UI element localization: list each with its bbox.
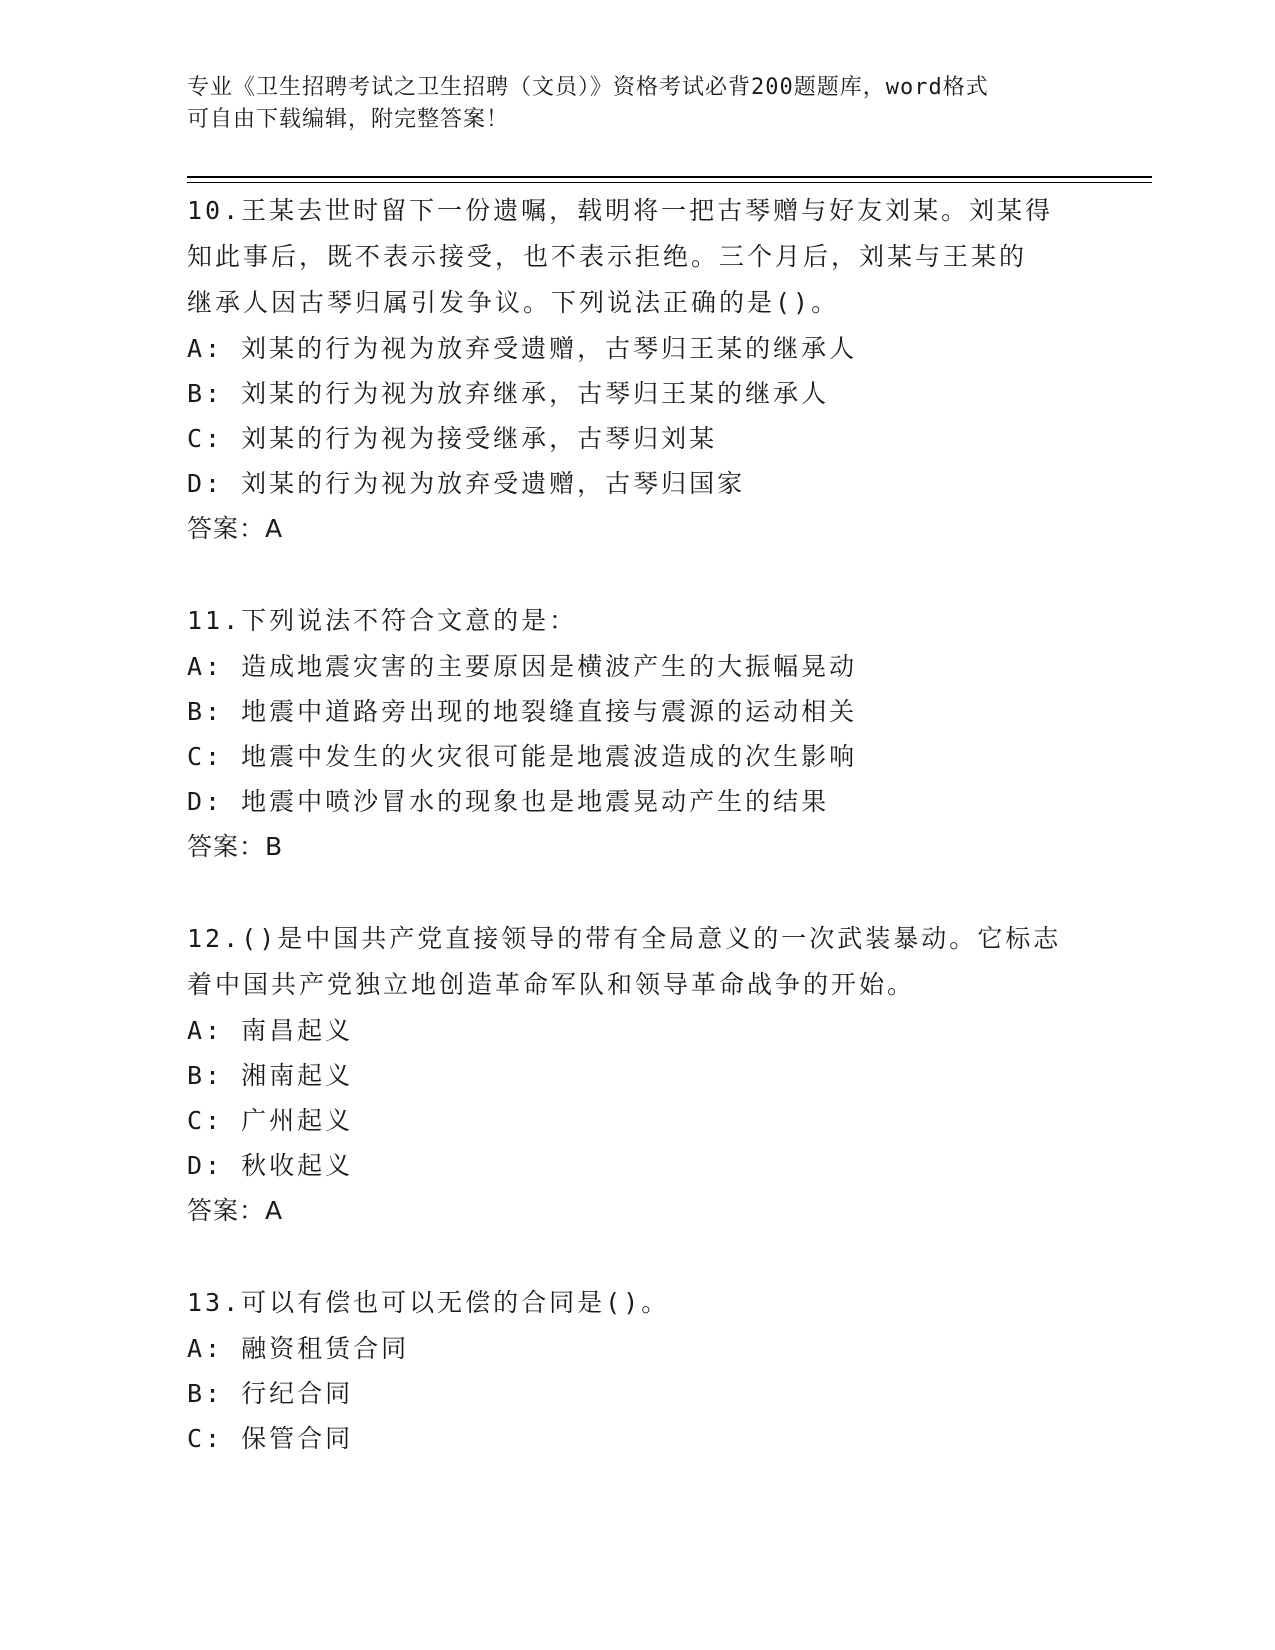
question-11	[187, 598, 1087, 870]
option-a: A: 南昌起义	[187, 1016, 354, 1045]
option-a: A: 融资租赁合同	[187, 1334, 410, 1363]
question-stem-line: 13.可以有偿也可以无偿的合同是()。	[187, 1288, 670, 1317]
question-stem-line: 着中国共产党独立地创造革命军队和领导革命战争的开始。	[187, 970, 916, 999]
answer-line: 答案：A	[187, 1196, 284, 1225]
header-divider	[187, 176, 1152, 183]
question-13	[187, 1280, 1087, 1461]
option-d: D: 刘某的行为视为放弃受遗赠，古琴归国家	[187, 469, 746, 498]
question-stem-line: 10.王某去世时留下一份遗嘱，载明将一把古琴赠与好友刘某。刘某得	[187, 196, 1054, 225]
question-stem-line: 11.下列说法不符合文意的是：	[187, 606, 578, 635]
option-b: B: 地震中道路旁出现的地裂缝直接与震源的运动相关	[187, 697, 858, 726]
question-stem-line: 知此事后，既不表示接受，也不表示拒绝。三个月后，刘某与王某的	[187, 242, 1028, 271]
question-12	[187, 916, 1087, 1234]
option-b: B: 刘某的行为视为放弃继承，古琴归王某的继承人	[187, 379, 830, 408]
option-c: C: 地震中发生的火灾很可能是地震波造成的次生影响	[187, 742, 858, 771]
question-stem-line: 继承人因古琴归属引发争议。下列说法正确的是()。	[187, 288, 840, 317]
option-a: A: 刘某的行为视为放弃受遗赠，古琴归王某的继承人	[187, 334, 858, 363]
header-line-2: 可自由下载编辑，附完整答案！	[187, 107, 510, 132]
option-b: B: 行纪合同	[187, 1379, 354, 1408]
option-c: C: 广州起义	[187, 1106, 354, 1135]
option-c: C: 刘某的行为视为接受继承，古琴归刘某	[187, 424, 718, 453]
answer-line: 答案：A	[187, 514, 284, 543]
question-10	[187, 188, 1087, 552]
option-c: C: 保管合同	[187, 1424, 354, 1453]
question-list	[187, 188, 1087, 1507]
option-d: D: 秋收起义	[187, 1151, 354, 1180]
option-a: A: 造成地震灾害的主要原因是横波产生的大振幅晃动	[187, 652, 858, 681]
option-d: D: 地震中喷沙冒水的现象也是地震晃动产生的结果	[187, 787, 830, 816]
header-line-1: 专业《卫生招聘考试之卫生招聘（文员）》资格考试必背200题题库，word格式	[187, 75, 989, 100]
option-b: B: 湘南起义	[187, 1061, 354, 1090]
answer-line: 答案：B	[187, 832, 284, 861]
question-stem-line: 12.()是中国共产党直接领导的带有全局意义的一次武装暴动。它标志	[187, 924, 1062, 953]
document-header	[187, 72, 1087, 136]
